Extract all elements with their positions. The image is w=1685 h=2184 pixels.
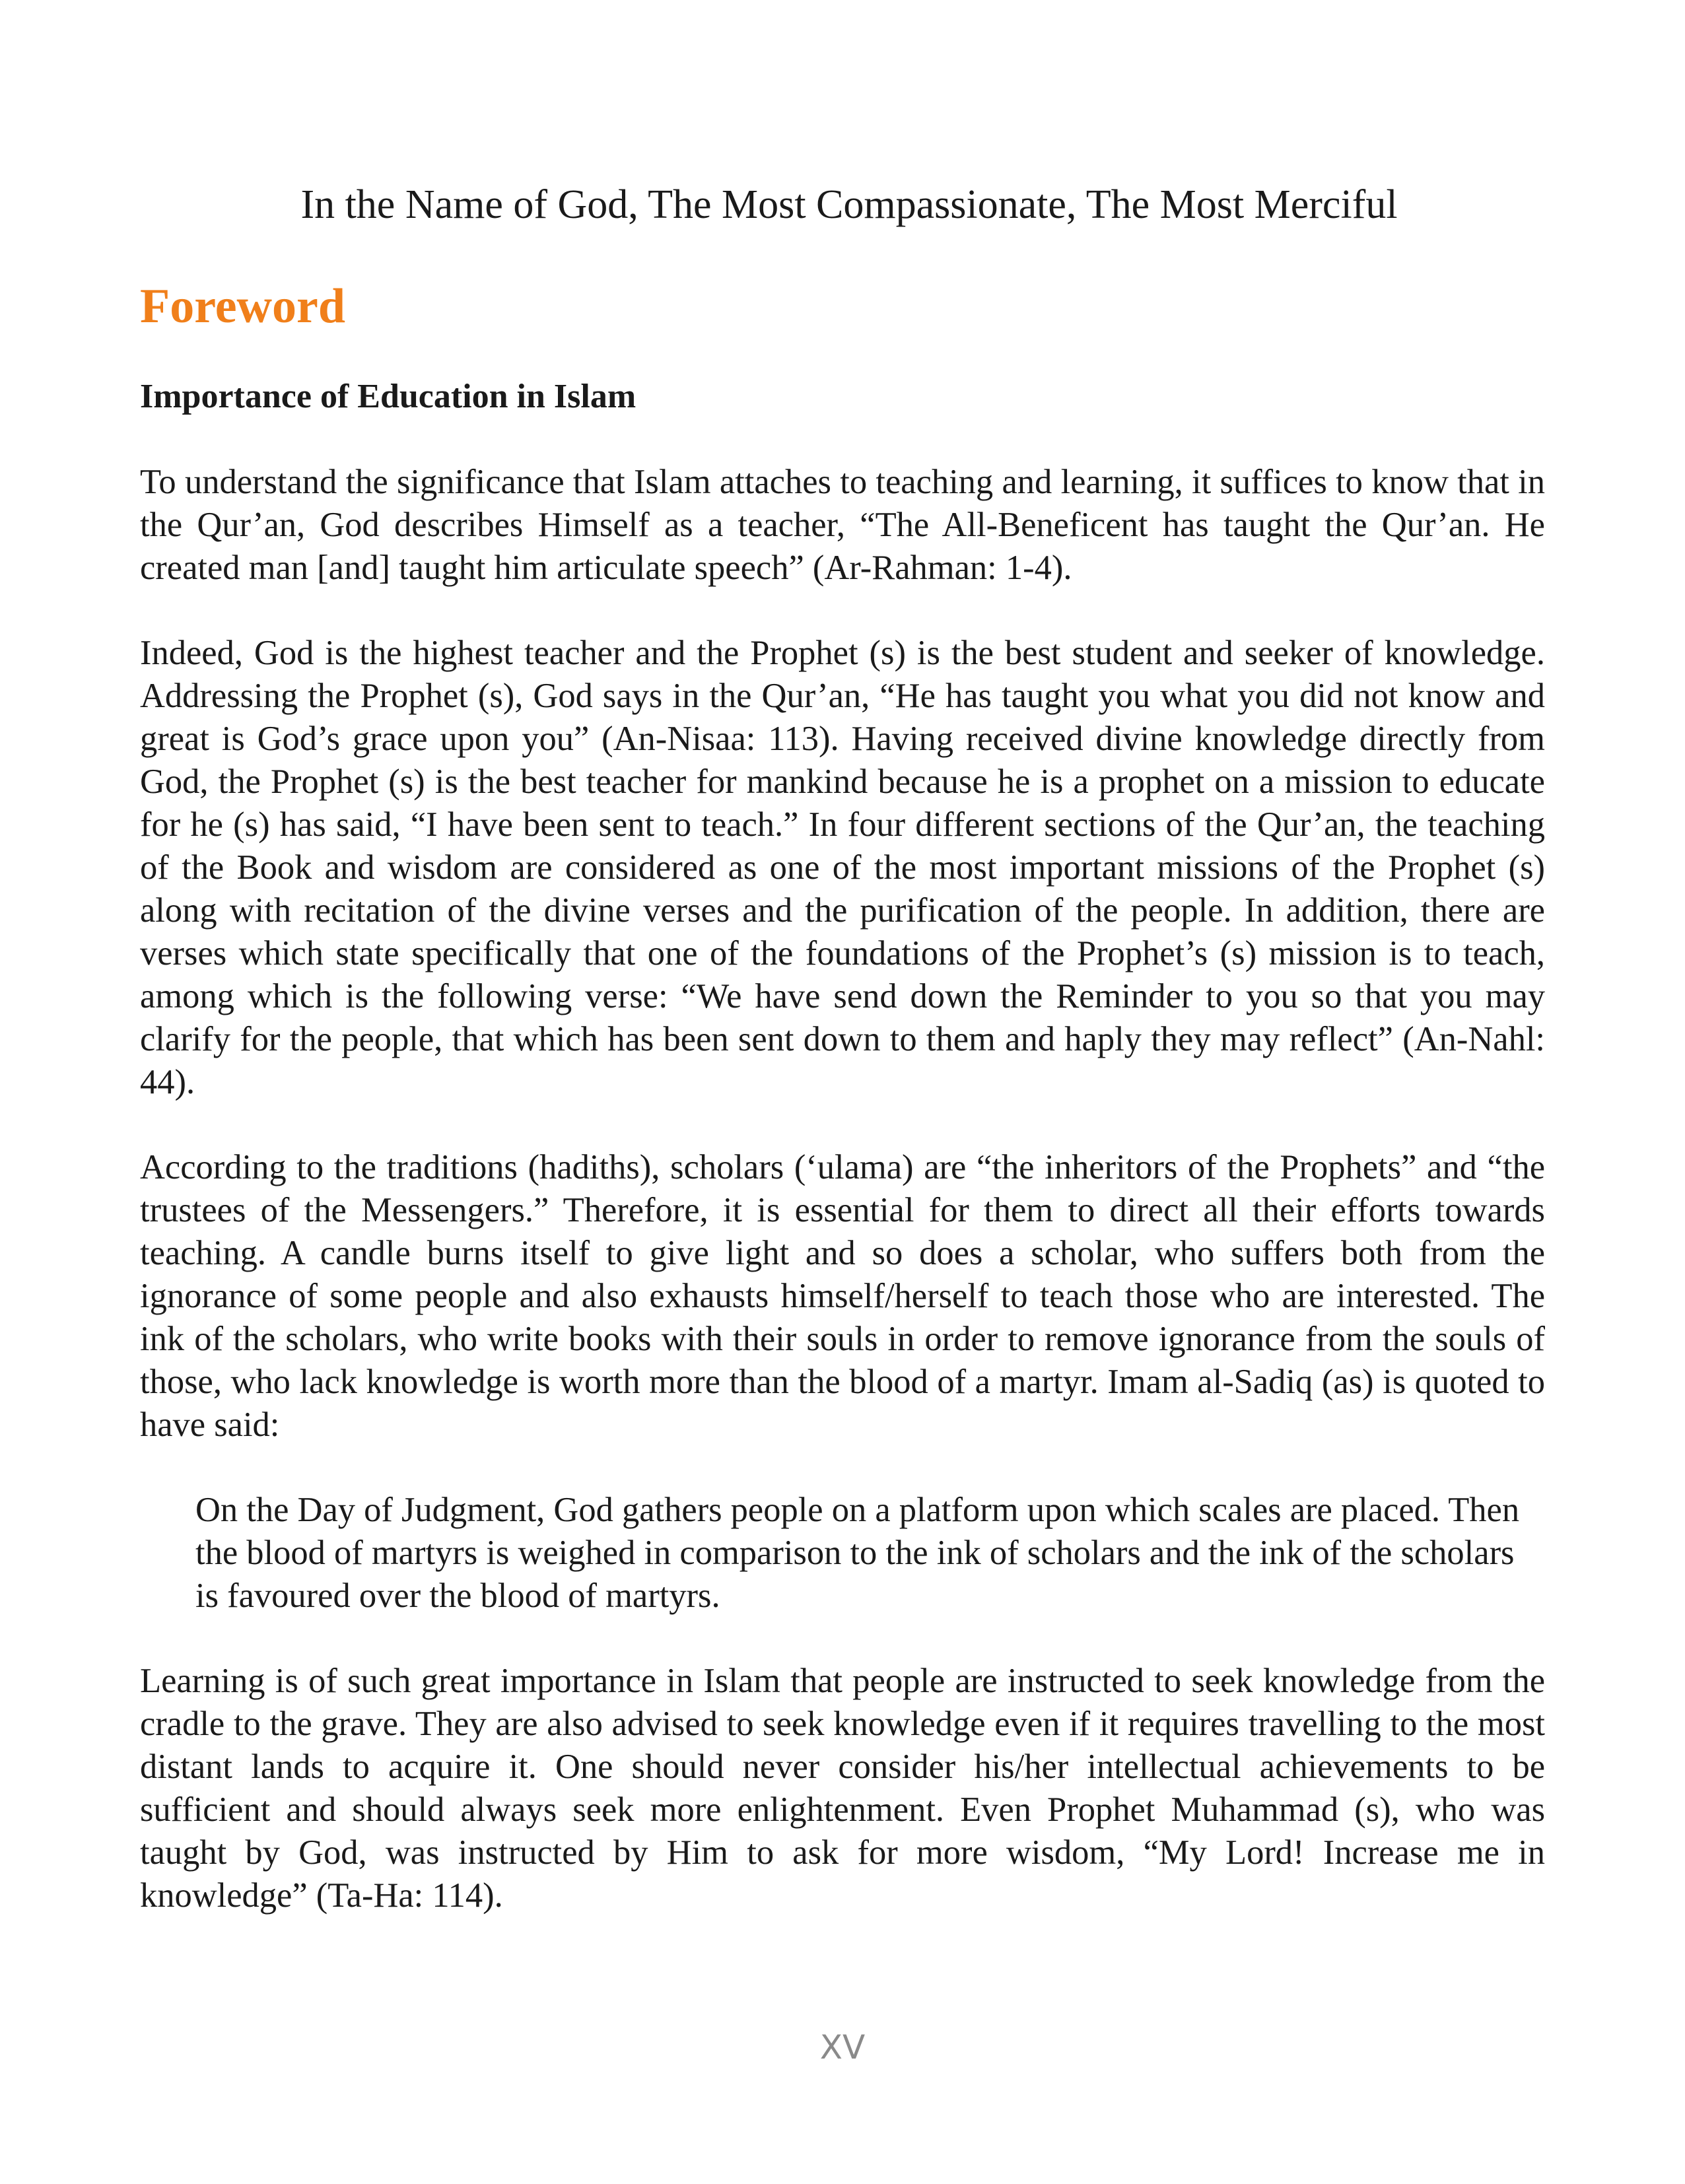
section-title: Foreword [140, 279, 345, 333]
block-quote: On the Day of Judgment, God gathers people on a platform upon which scales are placed. Then the blood of martyrs is weighed in comparison to the ink of scholars and the ink of the scholars is favoured over the blood of martyrs. [195, 1491, 1520, 1615]
page-number: XV [819, 2028, 866, 2066]
paragraph-2: Indeed, God is the highest teacher and the Prophet (s) is the best student and seeker of knowledge. Addressing the Prophet (s), God says in the Qur’an, “He has taught you what you did not know and great is God’s grace upon you” (An-Nisaa: 113). Having received divine knowledge directly from God, the Prophet (s) is the best teacher for mankind because he is a prophet on a mission to educate for he (s) has said, “I have been sent to teach.” In four different sections of the Qur’an, the teaching of the Book and wisdom are considered as one of the most important missions of the Prophet (s) along with recitation of the divine verses and the purification of the people. In addition, there are verses which state specifically that one of the foundations of the Prophet’s (s) mission is to teach, among which is the following verse: “We have send down the Reminder to you so that you may clarify for the people, that which has been sent down to them and haply they may reflect” (An-Nahl: 44). [140, 634, 1545, 1101]
basmala-line: In the Name of God, The Most Compassionate, The Most Merciful [300, 182, 1398, 227]
paragraph-3: According to the traditions (hadiths), scholars (‘ulama) are “the inheritors of the Prophets” and “the trustees of the Messengers.” Therefore, it is essential for them to direct all their efforts towards teaching. A candle burns itself to give light and so does a scholar, who suffers both from the ignorance of some people and also exhausts himself/herself to teach those who are interested. The ink of the scholars, who write books with their souls in order to remove ignorance from the souls of those, who lack knowledge is worth more than the blood of a martyr. Imam al-Sadiq (as) is quoted to have said: [140, 1148, 1545, 1444]
paragraph-4: Learning is of such great importance in Islam that people are instructed to seek knowledge from the cradle to the grave. They are also advised to seek knowledge even if it requires travelling to the most distant lands to acquire it. One should never consider his/her intellectual achievements to be sufficient and should always seek more enlightenment. Even Prophet Muhammad (s), who was taught by God, was instructed by Him to ask for more wisdom, “My Lord! Increase me in knowledge” (Ta-Ha: 114). [140, 1662, 1545, 1915]
body-text [140, 461, 1545, 1960]
paragraph-1: To understand the significance that Islam attaches to teaching and learning, it suffices to know that in the Qur’an, God describes Himself as a teacher, “The All-Beneficent has taught the Qur’an. He created man [and] taught him articulate speech” (Ar-Rahman: 1-4). [140, 463, 1545, 587]
subheading: Importance of Education in Islam [140, 378, 636, 415]
